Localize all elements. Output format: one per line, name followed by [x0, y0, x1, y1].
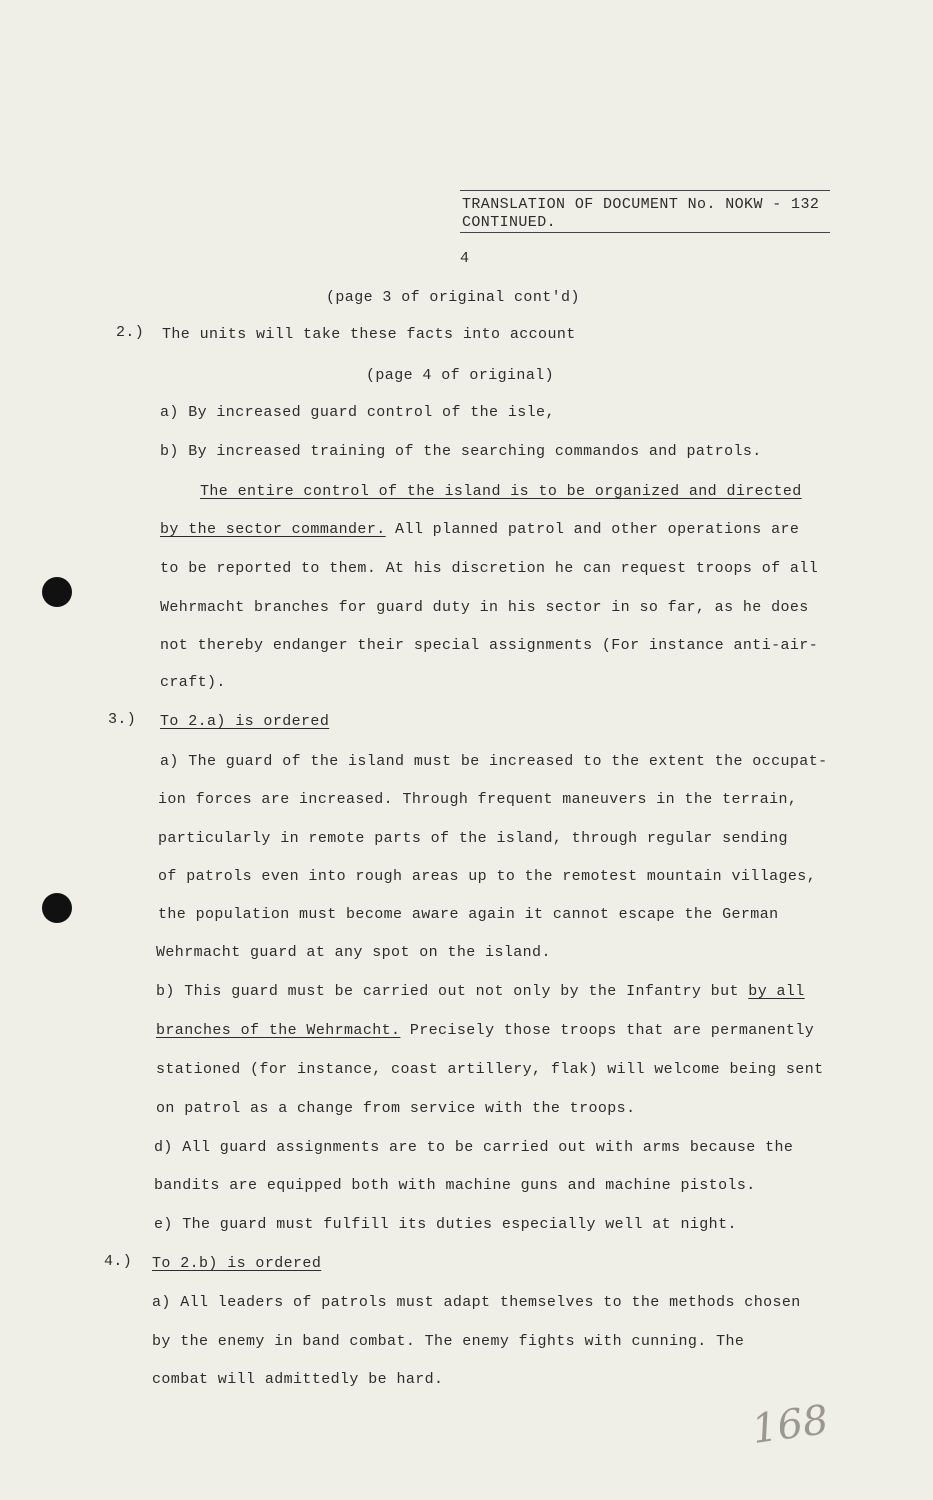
header-rule-top: [460, 190, 830, 191]
section-3-b-line-2: [156, 1022, 814, 1039]
section-3-d-line-1: d) All guard assignments are to be carried out with arms because the: [154, 1139, 794, 1156]
section-4-a-line-2: by the enemy in band combat. The enemy fights with cunning. The: [152, 1333, 745, 1350]
section-2-para-line-2: [160, 521, 799, 538]
page-note-4: (page 4 of original): [366, 367, 555, 384]
section-2-para-line-3: to be reported to them. At his discretion he can request troops of all: [160, 560, 819, 577]
section-3-b-line-3: stationed (for instance, coast artillery, flak) will welcome being sent: [156, 1061, 824, 1078]
section-4-a-line-1: a) All leaders of patrols must adapt themselves to the methods chosen: [152, 1294, 801, 1311]
sector-commander-underlined: by the sector commander.: [160, 521, 386, 538]
section-3-b-line-1: [156, 983, 805, 1000]
header-title: TRANSLATION OF DOCUMENT No. NOKW - 132: [462, 196, 820, 213]
page-note-3: (page 3 of original cont'd): [326, 289, 580, 306]
by-all-underlined: by all: [748, 983, 805, 1000]
section-2-a: a) By increased guard control of the isle,: [160, 404, 555, 421]
header-rule-bottom: [460, 232, 830, 233]
section-3-a-line-1: a) The guard of the island must be increased to the extent the occupat-: [160, 753, 828, 770]
section-3-a-line-3: particularly in remote parts of the island, through regular sending: [158, 830, 788, 847]
section-2-para-line-6: craft).: [160, 674, 226, 691]
section-3-a-line-5: the population must become aware again it cannot escape the German: [158, 906, 779, 923]
section-2-para-line-1: The entire control of the island is to be organized and directed: [200, 483, 802, 500]
page-number: 4: [460, 250, 470, 267]
section-3-b-line-1-text: b) This guard must be carried out not only by the Infantry but: [156, 983, 749, 1000]
punch-hole-top: [42, 577, 72, 607]
folio-number-handwritten: 168: [749, 1396, 832, 1454]
section-3-e: e) The guard must fulfill its duties especially well at night.: [154, 1216, 737, 1233]
section-2-para-line-4: Wehrmacht branches for guard duty in his sector in so far, as he does: [160, 599, 809, 616]
section-3-title: To 2.a) is ordered: [160, 713, 330, 730]
section-3-b-line-4: on patrol as a change from service with the troops.: [156, 1100, 636, 1117]
branches-underlined: branches of the Wehrmacht.: [156, 1022, 401, 1039]
section-2-para-line-2-rest: All planned patrol and other operations are: [385, 521, 800, 538]
section-2-b: b) By increased training of the searching commandos and patrols.: [160, 443, 762, 460]
section-3-a-line-6: Wehrmacht guard at any spot on the island.: [156, 944, 551, 961]
punch-hole-bottom: [42, 893, 72, 923]
header-continued: CONTINUED.: [462, 214, 557, 231]
section-4-title: To 2.b) is ordered: [152, 1255, 322, 1272]
section-3-a-line-2: ion forces are increased. Through frequent maneuvers in the terrain,: [158, 791, 798, 808]
section-2-text: The units will take these facts into account: [162, 326, 576, 343]
section-2-number: 2.): [116, 324, 145, 341]
section-2-para-line-5: not thereby endanger their special assignments (For instance anti-air-: [160, 637, 819, 654]
section-3-number: 3.): [108, 711, 137, 728]
section-3-a-line-4: of patrols even into rough areas up to the remotest mountain villages,: [158, 868, 817, 885]
section-4-number: 4.): [104, 1253, 133, 1270]
section-3-d-line-2: bandits are equipped both with machine guns and machine pistols.: [154, 1177, 756, 1194]
section-3-b-line-2-rest: Precisely those troops that are permanently: [400, 1022, 815, 1039]
section-4-a-line-3: combat will admittedly be hard.: [152, 1371, 444, 1388]
